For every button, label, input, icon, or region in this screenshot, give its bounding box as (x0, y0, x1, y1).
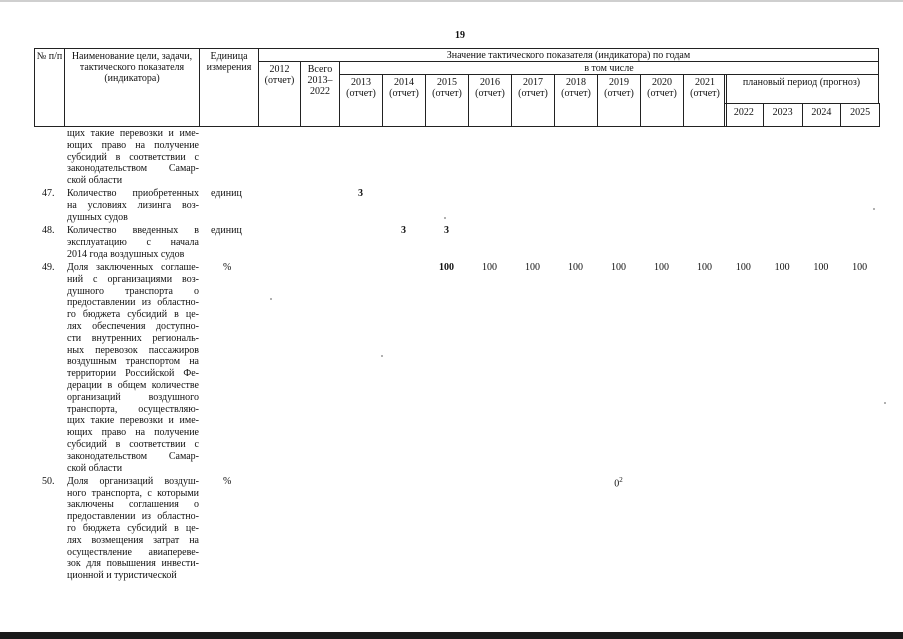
row-description-line: субсидий в соответствии с (67, 151, 199, 163)
row-value-2021: 100 (697, 262, 712, 273)
row-description-line: Доля организаций воздуш- (67, 475, 199, 487)
header-year-2018 (554, 74, 598, 127)
header-col-number: № п/п (34, 48, 65, 127)
header-col-name: Наименование цели, задачи, тактического показателя (индикатора) (64, 48, 200, 127)
row-unit: единиц (211, 225, 242, 237)
row-description-line: лях возмещения затрат на (67, 534, 199, 546)
row-description-line: Доля заключенных соглаше- (67, 262, 199, 273)
header-values-title: Значение тактического показателя (индикатора) по годам (258, 48, 879, 62)
scan-top-edge (0, 0, 903, 2)
row-value-2018: 100 (568, 262, 583, 273)
header-year-label: 2017 (523, 77, 543, 88)
header-year-sub: (отчет) (432, 88, 462, 99)
header-year-sub: (отчет) (647, 88, 677, 99)
row-description-line: субсидий в соответствии с (67, 438, 199, 450)
header-year-2016 (468, 74, 512, 127)
row-description-line: заключены соглашения о (67, 499, 199, 511)
header-year-label: 2016 (480, 77, 500, 88)
header-year-2017 (511, 74, 555, 127)
row-value-2025: 100 (852, 262, 868, 273)
row-number: 49. (42, 262, 55, 273)
row-description-line: дерации в общем количестве (67, 379, 199, 391)
header-year-2013 (339, 74, 383, 127)
row-value-2017: 100 (525, 262, 540, 273)
header-in-total: в том числе (339, 61, 879, 75)
row-value-2015: 100 (439, 262, 454, 273)
row-unit: единиц (211, 188, 242, 200)
header-total: Всего 2013–2022 (300, 61, 340, 127)
row-description-line: воздушным транспортом на (67, 356, 199, 368)
scan-speck (873, 208, 875, 210)
header-plan-year-2024: 2024 (802, 103, 842, 127)
row-description-line: 2014 года воздушных судов (67, 248, 185, 260)
row-number: 50. (42, 475, 55, 487)
row-description (67, 476, 199, 582)
header-col-unit: Единица измерения (199, 48, 259, 127)
row-description-line: щих такие перевозки и име- (67, 415, 199, 427)
header-year-2021 (683, 74, 727, 127)
row-value-2019: $0^2$ (614, 475, 623, 490)
row-description-line: эксплуатацию с начала (67, 236, 199, 248)
header-plan-year-2025: 2025 (840, 103, 880, 127)
row-value-2019: 100 (611, 262, 626, 273)
row-description-line: на условиях лизинга воз- (67, 200, 199, 212)
header-year-2014 (382, 74, 426, 127)
header-year-label: 2013 (351, 77, 371, 88)
row-description-line: Количество введенных в (67, 225, 199, 237)
row-description-line: ющих право на получение (67, 139, 199, 151)
row-description-line: законодательством Самар- (67, 163, 199, 175)
row-description-line: го бюджета субсидий в це- (67, 309, 199, 321)
row-value-2015: 3 (444, 225, 449, 237)
scan-speck (884, 402, 886, 404)
row-description-line: ний с организациями воз- (67, 273, 199, 285)
row-description-line: щих такие перевозки и име- (67, 128, 199, 139)
row-description (67, 128, 199, 187)
scan-bottom-edge (0, 632, 903, 639)
row-description-line: предоставлении из областно- (67, 511, 199, 523)
row-description-line: ного транспорта, с которыми (67, 487, 199, 499)
row-description-line: ской области (67, 462, 123, 474)
header-year-sub: (отчет) (518, 88, 548, 99)
row-description-line: зок для повышения инвести- (67, 558, 199, 570)
header-year-sub: (отчет) (389, 88, 419, 99)
row-description-line: организаций воздушного (67, 391, 199, 403)
row-number: 47. (42, 188, 55, 200)
row-description (67, 262, 199, 474)
row-description-line: ющих право на получение (67, 427, 199, 439)
row-description-line: законодательством Самар- (67, 450, 199, 462)
header-year-label: 2019 (609, 77, 629, 88)
row-description (67, 188, 199, 223)
scan-speck (270, 298, 272, 300)
header-year-sub: (отчет) (561, 88, 591, 99)
row-description-line: сти внутренних региональ- (67, 332, 199, 344)
header-year-sub: (отчет) (346, 88, 376, 99)
row-description-line: ных перевозок пассажиров (67, 344, 199, 356)
header-year-sub: (отчет) (690, 88, 720, 99)
row-unit: % (223, 475, 232, 487)
header-year-label: 2015 (437, 77, 457, 88)
header-plan-year-2022: 2022 (724, 103, 764, 127)
header-year-2015 (425, 74, 469, 127)
header-year-2019 (597, 74, 641, 127)
row-value-2020: 100 (654, 262, 669, 273)
page-number: 19 (455, 30, 465, 41)
header-year-label: 2018 (566, 77, 586, 88)
header-year-sub: (отчет) (604, 88, 634, 99)
header-plan-title: плановый период (прогноз) (724, 74, 879, 104)
row-description-line: лях обеспечения доступно- (67, 320, 199, 332)
row-description-line: ской области (67, 175, 123, 187)
header-year-2020 (640, 74, 684, 127)
row-value-2014: 3 (401, 225, 406, 237)
row-description-line: душных судов (67, 211, 128, 223)
row-number: 48. (42, 225, 55, 237)
scan-speck (444, 217, 446, 219)
header-year-label: 2014 (394, 77, 414, 88)
row-description-line: го бюджета субсидий в це- (67, 522, 199, 534)
row-description-line: Количество приобретенных (67, 188, 199, 200)
row-description-line: душного транспорта о (67, 285, 199, 297)
header-plan-year-2023: 2023 (763, 103, 803, 127)
row-description-line: осуществление авиапереве- (67, 546, 199, 558)
row-unit: % (223, 262, 232, 273)
row-value-2013: 3 (358, 188, 363, 200)
header-year-sub: (отчет) (475, 88, 505, 99)
header-year-label: 2021 (695, 77, 715, 88)
header-year-label: 2020 (652, 77, 672, 88)
row-value-2024: 100 (813, 262, 829, 273)
row-description-line: территории Российской Фе- (67, 368, 199, 380)
scan-speck (381, 355, 383, 357)
row-description-line: предоставлении из областно- (67, 297, 199, 309)
row-description-line: транспорта, осуществляю- (67, 403, 199, 415)
header-year-2012: 2012 (отчет) (258, 61, 301, 127)
footnote-marker: 2 (619, 475, 623, 484)
row-description-line: ционной и туристической (67, 570, 177, 582)
row-description (67, 225, 199, 260)
row-value-2022: 100 (735, 262, 751, 273)
row-value-2016: 100 (482, 262, 497, 273)
row-value-2023: 100 (774, 262, 790, 273)
